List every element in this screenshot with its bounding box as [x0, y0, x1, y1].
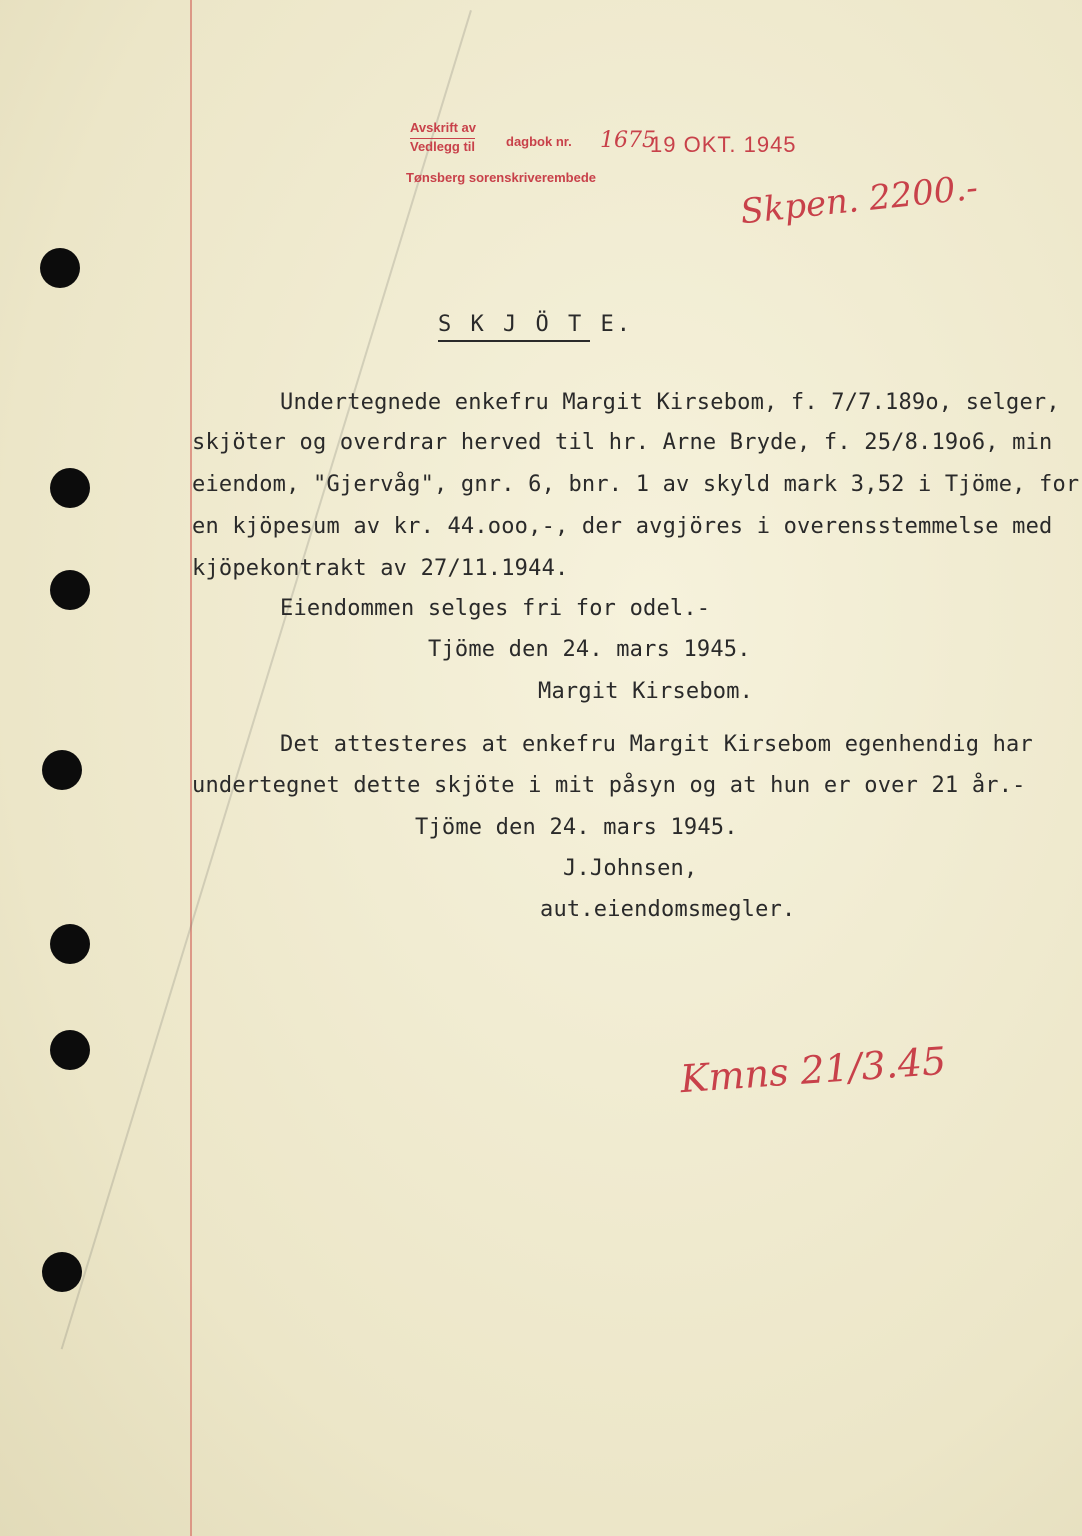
- punch-hole: [42, 750, 82, 790]
- punch-hole: [50, 1030, 90, 1070]
- attestation-place-date: Tjöme den 24. mars 1945.: [415, 815, 738, 840]
- attestation-line: Det attesteres at enkefru Margit Kirsebom egenhendig har: [280, 732, 1033, 757]
- body-line: kjöpekontrakt av 27/11.1944.: [192, 556, 569, 581]
- witness-title: aut.eiendomsmegler.: [540, 897, 796, 922]
- title-underline: [438, 340, 590, 342]
- punch-hole: [42, 1252, 82, 1292]
- place-date: Tjöme den 24. mars 1945.: [428, 637, 751, 662]
- body-line: en kjöpesum av kr. 44.ooo,-, der avgjöres i overensstemmelse med: [192, 514, 1053, 539]
- attestation-line: undertegnet dette skjöte i mit påsyn og at hun er over 21 år.-: [192, 773, 1026, 798]
- fee-note: Skpen. 2200.-: [738, 167, 980, 233]
- body-line: Undertegnede enkefru Margit Kirsebom, f. 7/7.189o, selger,: [280, 390, 1060, 415]
- seller-signature: Margit Kirsebom.: [538, 679, 754, 704]
- punch-hole: [50, 924, 90, 964]
- margin-line: [190, 0, 192, 1536]
- stamp-office: Tønsberg sorenskriverembede: [406, 170, 597, 185]
- stamp-number: 1675: [600, 128, 656, 153]
- stamp-line1: Avskrift av: [410, 120, 476, 135]
- witness-name: J.Johnsen,: [563, 856, 698, 881]
- handwritten-note: Kmns 21/3.45: [678, 1038, 948, 1102]
- body-line: Eiendommen selges fri for odel.-: [280, 596, 711, 621]
- document-title: S K J Ö T E.: [438, 312, 633, 337]
- punch-hole: [50, 468, 90, 508]
- body-line: skjöter og overdrar herved til hr. Arne Bryde, f. 25/8.19o6, min: [192, 430, 1053, 455]
- stamp-date: 19 OKT. 1945: [650, 132, 797, 157]
- punch-hole: [40, 248, 80, 288]
- punch-hole: [50, 570, 90, 610]
- paper-crease: [61, 10, 472, 1349]
- stamp-line2: Vedlegg til: [410, 139, 476, 154]
- body-line: eiendom, "Gjervåg", gnr. 6, bnr. 1 av skyld mark 3,52 i Tjöme, for: [192, 472, 1080, 497]
- stamp-middle: dagbok nr.: [506, 134, 572, 149]
